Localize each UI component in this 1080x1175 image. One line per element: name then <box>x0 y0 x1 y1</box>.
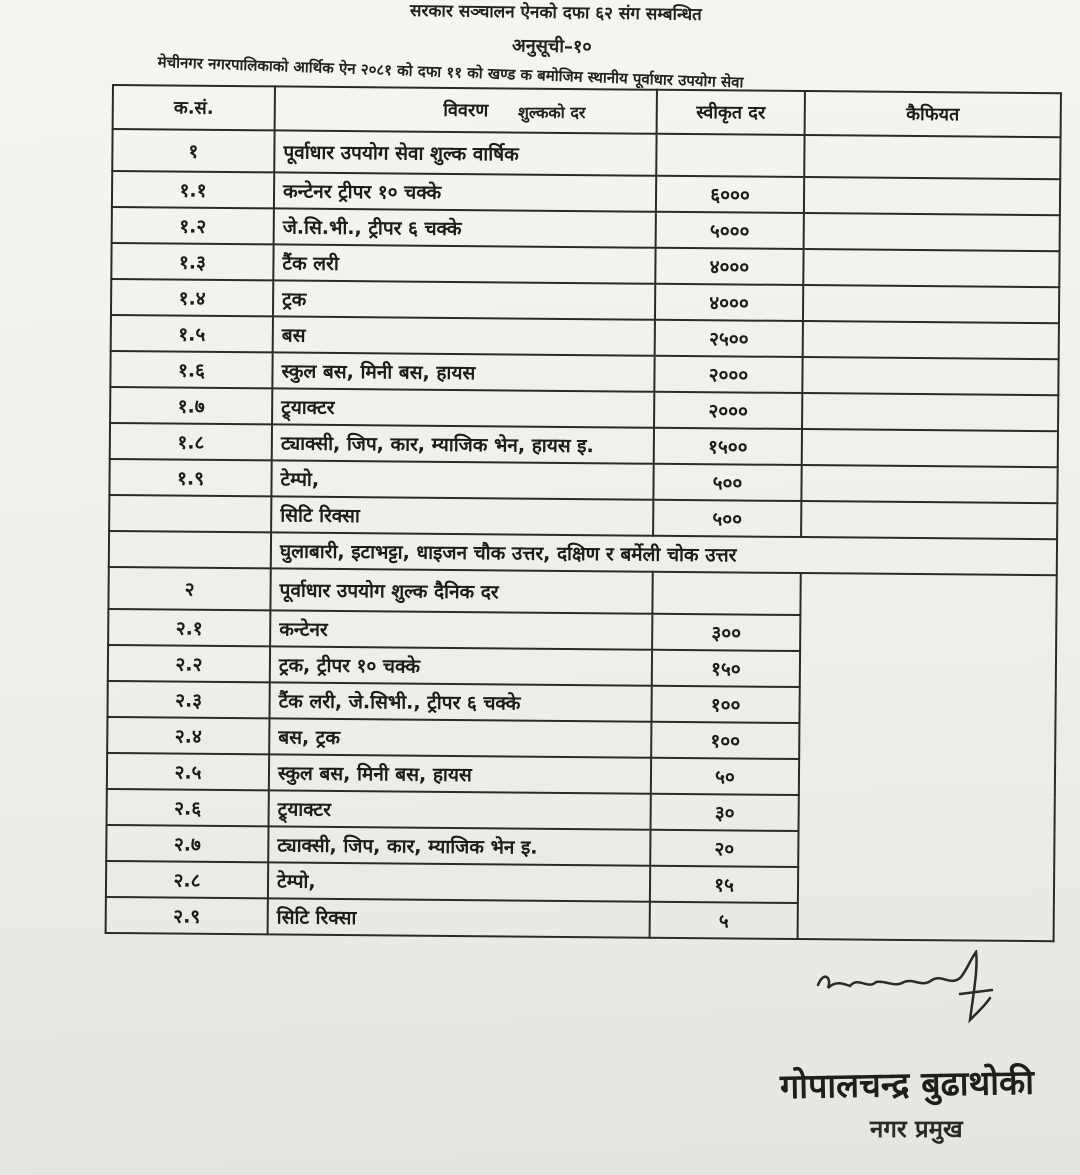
remarks-cell <box>804 213 1060 251</box>
remarks-cell <box>799 795 1055 833</box>
col-header-rate: स्वीकृत दर <box>657 90 805 135</box>
section-note: घुलाबारी, इटाभट्टा, धाइजन चौक उत्तर, दक्षिण र बर्मेली चोक उत्तर <box>271 532 1057 575</box>
remarks-cell <box>799 687 1055 725</box>
serial-number-cell: १.९ <box>109 459 271 496</box>
serial-number-cell: १.८ <box>110 423 272 460</box>
rate-cell: ५० <box>651 758 799 795</box>
remarks-cell <box>800 651 1056 689</box>
description-cell: पूर्वाधार उपयोग शुल्क दैनिक दर <box>270 568 652 613</box>
col-header-description: विवरण <box>275 86 657 133</box>
description-cell: ट्रक <box>273 280 655 319</box>
serial-number-cell: १.४ <box>111 279 273 316</box>
remarks-cell <box>803 285 1059 323</box>
rate-cell <box>652 572 800 615</box>
description-cell: पूर्वाधार उपयोग सेवा शुल्क वार्षिक <box>274 130 656 175</box>
rate-cell: २० <box>650 830 798 867</box>
annual-rates <box>109 129 1060 539</box>
rate-cell: ३०० <box>652 614 800 651</box>
remarks-cell <box>804 177 1060 215</box>
description-cell: कन्टेनर <box>270 610 652 649</box>
schedule-title: अनुसूची–१० <box>511 35 592 58</box>
description-cell: सिटि रिक्सा <box>268 898 650 937</box>
col-header-sn: क.सं. <box>113 85 275 130</box>
rate-cell: ५०० <box>653 500 801 537</box>
remarks-cell <box>804 135 1060 179</box>
rate-cell: १५ <box>650 866 798 903</box>
rate-cell: १०० <box>651 722 799 759</box>
signer-name: गोपालचन्द्र बुढाथोकी <box>779 1062 1035 1108</box>
serial-number-cell: १.१ <box>112 171 274 208</box>
description-cell: टेम्पो, <box>268 862 650 901</box>
description-cell: जे.सि.भी., ट्रीपर ६ चक्के <box>274 208 656 247</box>
rate-cell: १०० <box>651 686 799 723</box>
daily-rates <box>106 567 1057 941</box>
serial-number-cell: २.६ <box>107 789 269 826</box>
rate-cell: ६००० <box>656 176 804 213</box>
document-heading-cont: शुल्कको दर <box>518 103 586 122</box>
rate-cell: १५० <box>652 650 800 687</box>
serial-number-cell <box>109 495 271 532</box>
remarks-cell <box>799 723 1055 761</box>
serial-number-cell: २ <box>108 567 270 610</box>
rate-cell: ५ <box>650 902 798 939</box>
description-cell: ट्र्याक्टर <box>269 790 651 829</box>
description-cell: स्कुल बस, मिनी बस, हायस <box>269 754 651 793</box>
table-row <box>106 897 1054 941</box>
remarks-cell <box>802 393 1058 431</box>
remarks-cell <box>803 249 1059 287</box>
remarks-cell <box>802 357 1058 395</box>
description-cell: बस <box>273 316 655 355</box>
signature-mark <box>810 950 1010 1040</box>
description-cell: कन्टेनर ट्रीपर १० चक्के <box>274 172 656 211</box>
description-cell: ट्याक्सी, जिप, कार, म्याजिक भेन इ. <box>268 826 650 865</box>
rate-cell: ३० <box>651 794 799 831</box>
description-cell: टेम्पो, <box>271 460 653 499</box>
rate-cell: १५०० <box>654 428 802 465</box>
remarks-cell <box>799 759 1055 797</box>
serial-number-cell: २.१ <box>108 609 270 646</box>
remarks-cell <box>802 429 1058 467</box>
remarks-cell <box>800 573 1056 617</box>
description-cell: टैंक लरी, जे.सिभी., ट्रीपर ६ चक्के <box>269 682 651 721</box>
rate-cell: ४००० <box>655 248 803 285</box>
rate-cell: ५०० <box>653 464 801 501</box>
table-cell <box>109 531 271 568</box>
serial-number-cell: १ <box>112 129 274 172</box>
serial-number-cell: २.७ <box>106 825 268 862</box>
rate-cell: ५००० <box>656 212 804 249</box>
serial-number-cell: २.४ <box>107 717 269 754</box>
description-cell: स्कुल बस, मिनी बस, हायस <box>272 352 654 391</box>
remarks-cell <box>801 501 1057 539</box>
remarks-cell <box>801 465 1057 503</box>
rate-cell: २००० <box>654 356 802 393</box>
rate-cell: २५०० <box>655 320 803 357</box>
header-line-1: सरकार सञ्चालन ऐनको दफा ६२ संग सम्बन्धित <box>409 0 702 26</box>
remarks-cell <box>803 321 1059 359</box>
description-cell: ट्र्याक्टर <box>272 388 654 427</box>
rate-table <box>105 84 1062 942</box>
serial-number-cell: २.९ <box>106 897 268 934</box>
document-heading: मेचीनगर नगरपालिकाको आर्थिक ऐन २०८१ को दफा ११ को खण्ड क बमोजिम स्थानीय पूर्वाधार उपयोग सेवा <box>157 52 744 92</box>
rate-cell: २००० <box>654 392 802 429</box>
serial-number-cell: १.७ <box>110 387 272 424</box>
description-cell: बस, ट्रक <box>269 718 651 757</box>
signer-title: नगर प्रमुख <box>870 1115 963 1143</box>
remarks-cell <box>798 903 1054 941</box>
serial-number-cell: १.३ <box>111 243 273 280</box>
rate-cell: ४००० <box>655 284 803 321</box>
remarks-cell <box>800 615 1056 653</box>
description-cell: सिटि रिक्सा <box>271 496 653 535</box>
col-header-remarks: कैफियत <box>805 91 1061 137</box>
rate-cell <box>656 134 804 177</box>
remarks-cell <box>798 831 1054 869</box>
serial-number-cell: २.५ <box>107 753 269 790</box>
description-cell: ट्याक्सी, जिप, कार, म्याजिक भेन, हायस इ. <box>272 424 654 463</box>
serial-number-cell: २.३ <box>107 681 269 718</box>
serial-number-cell: २.२ <box>108 645 270 682</box>
serial-number-cell: १.५ <box>111 315 273 352</box>
serial-number-cell: २.८ <box>106 861 268 898</box>
description-cell: ट्रक, ट्रीपर १० चक्के <box>270 646 652 685</box>
serial-number-cell: १.२ <box>112 207 274 244</box>
description-cell: टैंक लरी <box>273 244 655 283</box>
remarks-cell <box>798 867 1054 905</box>
serial-number-cell: १.६ <box>110 351 272 388</box>
